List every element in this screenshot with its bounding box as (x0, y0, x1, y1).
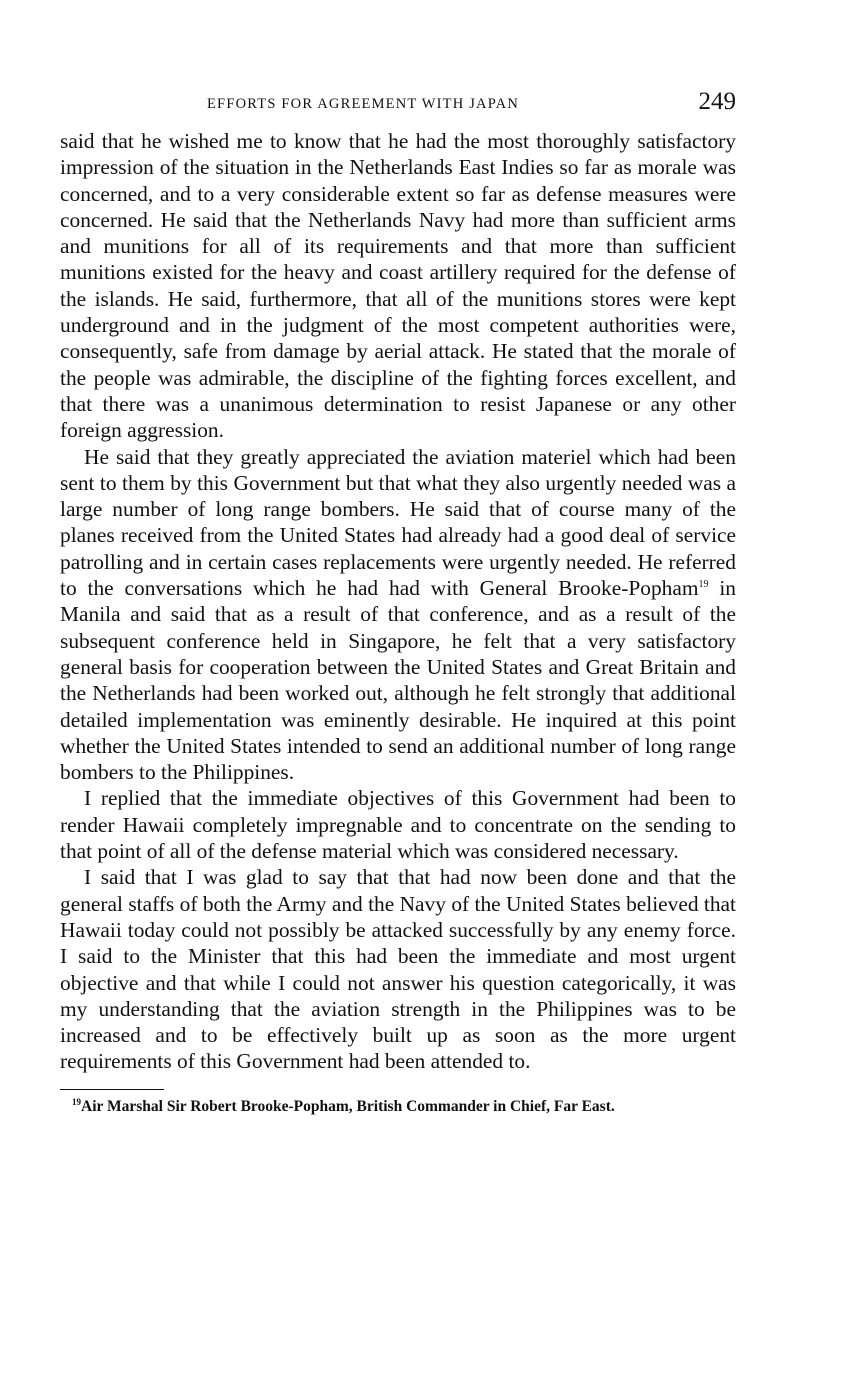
footnote-mark: 19 (72, 1096, 81, 1107)
running-title: EFFORTS FOR AGREEMENT WITH JAPAN (207, 96, 520, 112)
body-text (60, 128, 736, 1075)
footnote-text: Air Marshal Sir Robert Brooke-Popham, British Commander in Chief, Far East. (81, 1097, 615, 1115)
paragraph-2-text-before-ref: He said that they greatly appreciated the aviation materiel which had been sent to them by this Government but that what they also urgently needed was a large number of long range bombers. He said that of course many of the planes received from the United States had already had a good deal of service patrolling and in certain cases replacements were urgently needed. He referred to the conversations which he had had with General Brooke-Popham (60, 444, 736, 601)
paragraph-1: said that he wished me to know that he had the most thoroughly satisfactory impression of the situation in the Netherlands East Indies so far as morale was concerned, and to a very considerable extent so far as defense measures were concerned. He said that the Netherlands Navy had more than sufficient arms and munitions for all of its requirements and that more than sufficient munitions existed for the heavy and coast artillery required for the defense of the islands. He said, furthermore, that all of the munitions stores were kept underground and in the judgment of the most competent authorities were, consequently, safe from damage by aerial attack. He stated that the morale of the people was admirable, the discipline of the fighting forces excellent, and that there was a unanimous determination to resist Japanese or any other foreign aggression. (60, 129, 736, 443)
footnote (60, 1098, 736, 1115)
page-number: 249 (698, 88, 736, 115)
footnote-reference: 19 (698, 578, 709, 590)
footnote-divider (60, 1089, 164, 1090)
running-header (60, 88, 736, 128)
paragraph-2-text-after-ref: in Manila and said that as a result of that conference, and as a result of the subsequent conference held in Singapore, he felt that a very satisfactory general basis for cooperation between the United States and Great Britain and the Netherlands had been worked out, although he felt strongly that additional detailed implementation was eminently desirable. He inquired at this point whether the United States intended to send an additional number of long range bombers to the Philippines. (60, 576, 736, 785)
document-page (60, 88, 736, 1115)
paragraph-2 (60, 444, 736, 786)
paragraph-4: I said that I was glad to say that that had now been done and that the general staffs of both the Army and the Navy of the United States believed that Hawaii today could not possibly be attacked successfully by any enemy force. I said to the Minister that this had been the immediate and most urgent objective and that while I could not answer his question categorically, it was my understanding that the aviation strength in the Philippines was to be increased and to be effectively built up as soon as the more urgent requirements of this Government had been attended to. (60, 865, 736, 1074)
paragraph-3: I replied that the immediate objectives of this Government had been to render Hawaii completely impregnable and to concentrate on the sending to that point of all of the defense material which was considered necessary. (60, 786, 736, 864)
